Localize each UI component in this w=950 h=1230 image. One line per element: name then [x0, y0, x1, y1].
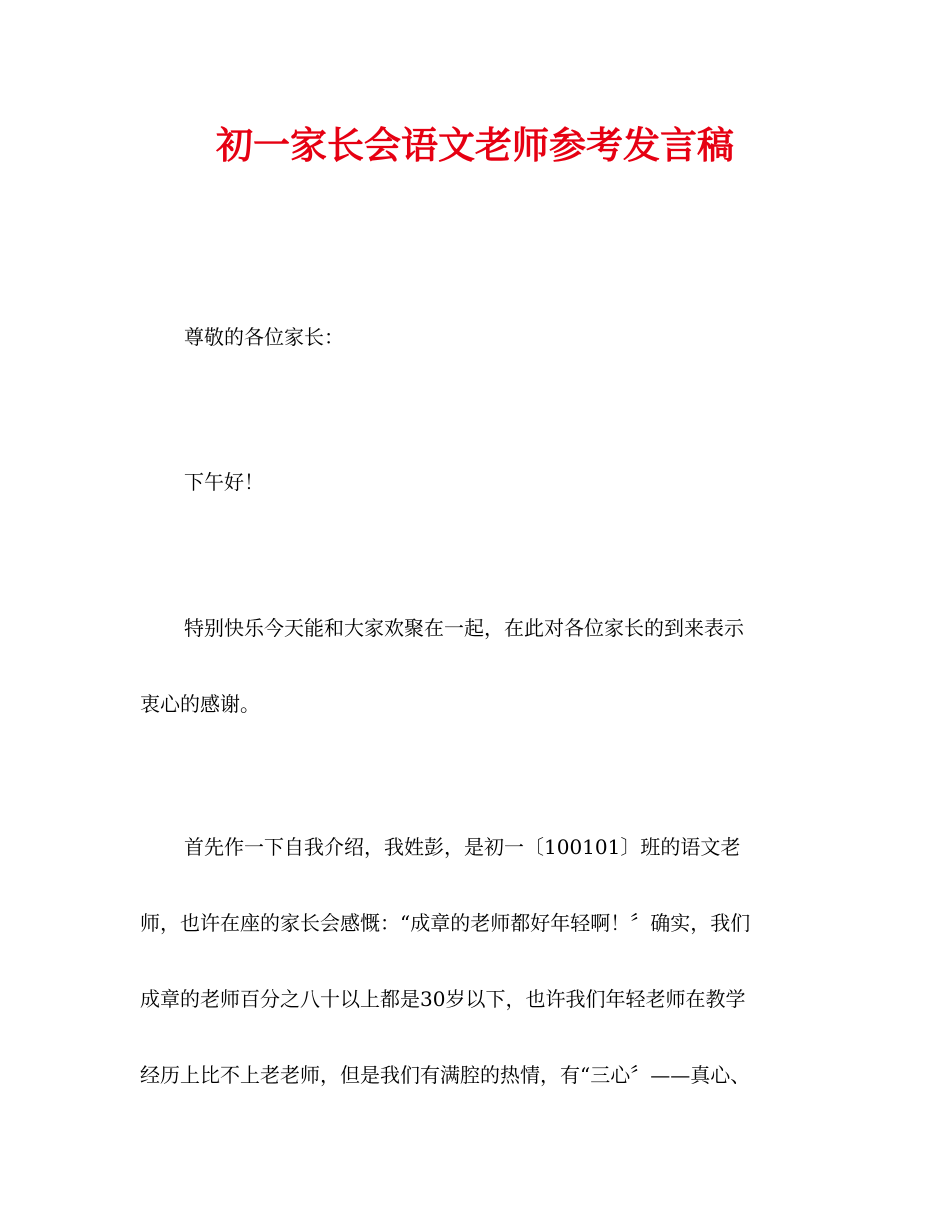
paragraph-line: 尊敬的各位家长：: [184, 325, 344, 349]
paragraph-salutation: [140, 324, 805, 350]
paragraph-line: 首先作一下自我介绍，我姓彭，是初一〔100101〕班的语文老: [184, 835, 741, 859]
paragraph-line: 师，也许在座的家长会感慨：“成章的老师都好年轻啊！〞确实，我们: [140, 911, 751, 935]
paragraph-line: 成章的老师百分之八十以上都是30岁以下，也许我们年轻老师在教学: [140, 987, 746, 1011]
paragraph-thanks: [140, 615, 805, 717]
paragraph-line: 经历上比不上老老师，但是我们有满腔的热情，有“三心〞——真心、: [140, 1063, 751, 1087]
paragraph-line: 下午好！: [184, 470, 264, 494]
document-title: 初一家长会语文老师参考发言稿: [216, 124, 734, 167]
paragraph-greeting: [140, 469, 805, 495]
paragraph-line: 衷心的感谢。: [140, 692, 260, 716]
paragraph-introduction: [140, 834, 805, 1088]
paragraph-line: 特别快乐今天能和大家欢聚在一起，在此对各位家长的到来表示: [184, 616, 744, 640]
